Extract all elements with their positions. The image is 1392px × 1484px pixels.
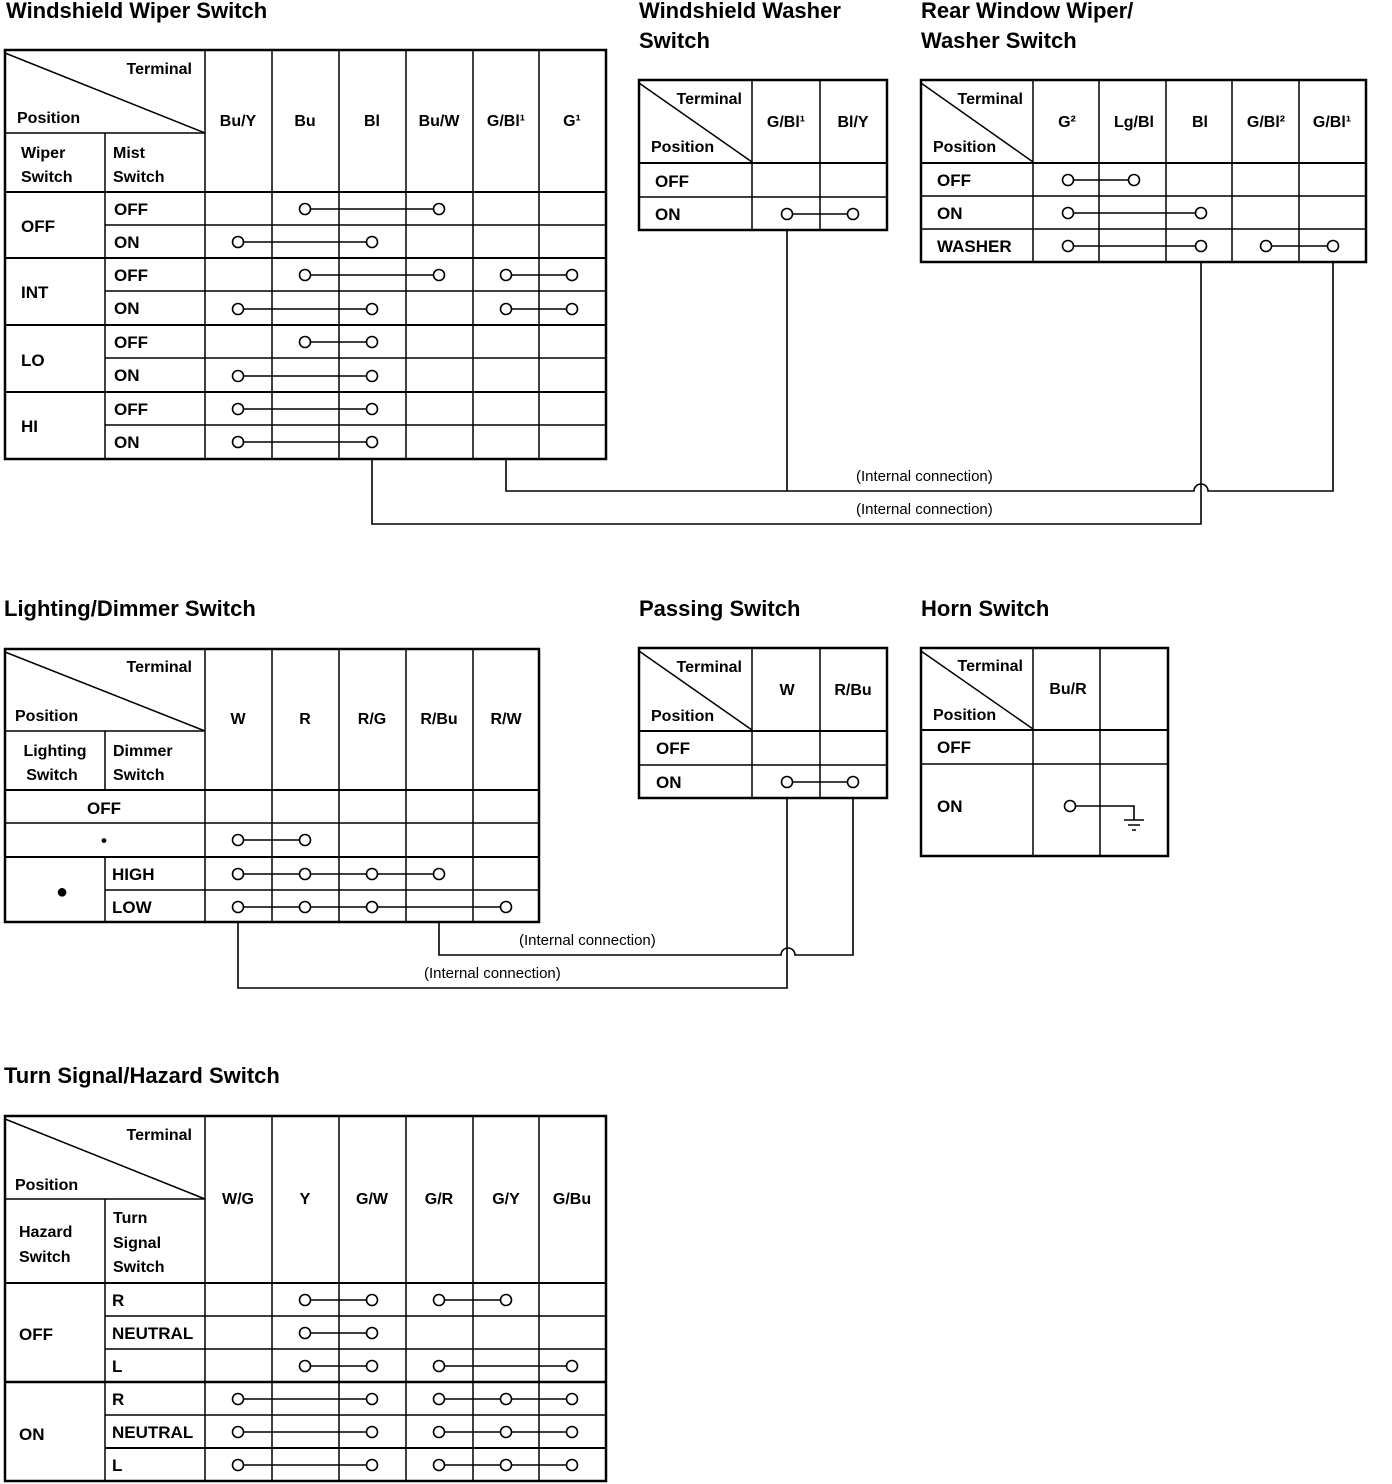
- wiper-row-4-terminal-2-contact: [367, 337, 378, 348]
- rear-title-line2: Washer Switch: [921, 28, 1077, 53]
- turn-terminal-0: W/G: [222, 1191, 254, 1208]
- passing-terminal-label: Terminal: [676, 659, 742, 676]
- lighting-position-label: Position: [15, 708, 79, 725]
- turn-row-1-position: NEUTRAL: [112, 1324, 194, 1343]
- wiper-terminal-label: Terminal: [126, 61, 192, 78]
- turn-row-3-terminal-2-contact: [367, 1394, 378, 1405]
- wiper-switch-section: [5, 0, 606, 459]
- washer-position-label: Position: [651, 139, 715, 156]
- lighting-terminal-0: W: [230, 711, 246, 728]
- turn-row-0-position: R: [112, 1291, 125, 1310]
- wiper-group-off: OFF: [21, 217, 55, 236]
- connection-w-wire: [238, 798, 787, 988]
- washer-switch-section: [639, 0, 887, 230]
- turn-row-4-terminal-5-contact: [567, 1427, 578, 1438]
- passing-position-label: Position: [651, 708, 715, 725]
- wiper-row-0-position: OFF: [114, 200, 148, 219]
- turn-row-2-terminal-5-contact: [567, 1361, 578, 1372]
- rear-row-2-terminal-3-contact: [1261, 241, 1272, 252]
- wiper-group-int: INT: [21, 283, 49, 302]
- lighting-row-2-position: HIGH: [112, 865, 155, 884]
- turn-row-4-terminal-2-contact: [367, 1427, 378, 1438]
- turn-row-5-terminal-3-contact: [434, 1460, 445, 1471]
- lighting-terminal-label: Terminal: [126, 659, 192, 676]
- rear-row-2-terminal-0-contact: [1063, 241, 1074, 252]
- horn-row-0-position: OFF: [937, 738, 971, 757]
- passing-terminal-1: R/Bu: [834, 682, 872, 699]
- wiper-group-lo: LO: [21, 351, 45, 370]
- lighting-row-1-terminal-0-contact: [233, 835, 244, 846]
- connection-gbl1-wire: [506, 230, 1333, 491]
- lighting-switch-section: [4, 596, 539, 922]
- rear-row-2-terminal-4-contact: [1328, 241, 1339, 252]
- passing-row-1-terminal-0-contact: [782, 777, 793, 788]
- turn-row-2-terminal-1-contact: [300, 1361, 311, 1372]
- lighting-row-2-terminal-1-contact: [300, 869, 311, 880]
- turn-row-5-terminal-2-contact: [367, 1460, 378, 1471]
- turn-terminal-1: Y: [299, 1191, 311, 1208]
- horn-row-1-position: ON: [937, 797, 963, 816]
- rear-terminal-2: Bl: [1192, 114, 1208, 131]
- wiper-row-3-terminal-4-contact: [501, 304, 512, 315]
- washer-terminal-label: Terminal: [676, 91, 742, 108]
- passing-terminal-0: W: [779, 682, 795, 699]
- wiper-subcol2-line2: Switch: [113, 169, 165, 186]
- rear-row-0-position: OFF: [937, 171, 971, 190]
- turn-row-4-terminal-4-contact: [501, 1427, 512, 1438]
- turn-subcol1-line1: Hazard: [19, 1224, 73, 1241]
- passing-row-1-position: ON: [656, 773, 682, 792]
- lighting-row-3-position: LOW: [112, 898, 152, 917]
- turn-row-1-terminal-1-contact: [300, 1328, 311, 1339]
- lighting-row-3-terminal-4-contact: [501, 902, 512, 913]
- wiper-row-6-position: OFF: [114, 400, 148, 419]
- wiper-terminal-5: G¹: [563, 113, 581, 130]
- turn-terminal-4: G/Y: [492, 1191, 520, 1208]
- wiper-row-3-terminal-2-contact: [367, 304, 378, 315]
- washer-title-line2: Switch: [639, 28, 710, 53]
- washer-row-1-terminal-1-contact: [848, 209, 859, 220]
- turn-row-2-terminal-3-contact: [434, 1361, 445, 1372]
- wiper-connection-label-2: (Internal connection): [856, 501, 993, 518]
- turn-row-3-terminal-5-contact: [567, 1394, 578, 1405]
- wiper-row-5-position: ON: [114, 366, 140, 385]
- washer-row-1-position: ON: [655, 205, 681, 224]
- lighting-group-on: ●: [55, 881, 69, 903]
- wiper-row-1-position: ON: [114, 233, 140, 252]
- wiper-row-4-terminal-1-contact: [300, 337, 311, 348]
- lighting-terminal-4: R/W: [490, 711, 522, 728]
- rear-row-2-position: WASHER: [937, 237, 1012, 256]
- wiper-row-3-terminal-0-contact: [233, 304, 244, 315]
- wiper-row-2-terminal-4-contact: [501, 270, 512, 281]
- lighting-grid: [5, 649, 539, 922]
- washer-row-0-position: OFF: [655, 172, 689, 191]
- wiper-subcol2-line1: Mist: [113, 145, 145, 162]
- wiper-internal-connections: [372, 230, 1333, 524]
- rear-row-2-terminal-2-contact: [1196, 241, 1207, 252]
- turn-row-0-terminal-1-contact: [300, 1295, 311, 1306]
- turn-terminal-2: G/W: [356, 1191, 388, 1208]
- wiper-subcol1-line1: Wiper: [21, 145, 66, 162]
- rear-title-line1: Rear Window Wiper/: [921, 0, 1134, 23]
- wiper-row-1-terminal-2-contact: [367, 237, 378, 248]
- wiper-row-2-terminal-3-contact: [434, 270, 445, 281]
- turn-row-3-terminal-4-contact: [501, 1394, 512, 1405]
- wiper-terminal-2: Bl: [364, 113, 380, 130]
- turn-row-2-position: L: [112, 1357, 123, 1376]
- horn-position-label: Position: [933, 707, 997, 724]
- washer-title-line1: Windshield Washer: [639, 0, 841, 23]
- rear-row-1-terminal-2-contact: [1196, 208, 1207, 219]
- horn-title: Horn Switch: [921, 596, 1050, 621]
- turn-row-3-terminal-3-contact: [434, 1394, 445, 1405]
- passing-title: Passing Switch: [639, 596, 801, 621]
- lighting-row-2-terminal-0-contact: [233, 869, 244, 880]
- wiper-terminal-4: G/Bl¹: [486, 113, 526, 130]
- lighting-title: Lighting/Dimmer Switch: [4, 596, 256, 621]
- lighting-row-3-terminal-2-contact: [367, 902, 378, 913]
- lighting-subcol1-line1: Lighting: [23, 743, 87, 760]
- passing-row-0-position: OFF: [656, 739, 690, 758]
- turn-subcol1-line2: Switch: [19, 1249, 71, 1266]
- lighting-row-1-position: •: [101, 831, 107, 850]
- rear-terminal-label: Terminal: [957, 91, 1023, 108]
- wiper-row-3-terminal-5-contact: [567, 304, 578, 315]
- turn-row-1-terminal-2-contact: [367, 1328, 378, 1339]
- wiper-terminal-1: Bu: [294, 113, 316, 130]
- washer-terminal-1: Bl/Y: [837, 114, 869, 131]
- turn-row-3-position: R: [112, 1390, 125, 1409]
- horn-continuity-marks: [1065, 801, 1145, 831]
- wiper-row-5-terminal-0-contact: [233, 371, 244, 382]
- turn-group-on: ON: [19, 1425, 45, 1444]
- wiper-row-7-position: ON: [114, 433, 140, 452]
- lighting-connection-label-1: (Internal connection): [519, 932, 656, 949]
- turn-row-4-terminal-0-contact: [233, 1427, 244, 1438]
- wiper-row-2-position: OFF: [114, 266, 148, 285]
- passing-switch-section: [639, 596, 887, 798]
- wiper-title: Windshield Wiper Switch: [6, 0, 268, 23]
- rear-terminal-0: G²: [1058, 114, 1076, 131]
- rear-terminal-3: G/Bl²: [1246, 114, 1286, 131]
- turn-row-0-terminal-4-contact: [501, 1295, 512, 1306]
- wiper-subcol1-line2: Switch: [21, 169, 73, 186]
- turn-row-2-terminal-2-contact: [367, 1361, 378, 1372]
- wiper-row-4-position: OFF: [114, 333, 148, 352]
- turn-row-4-terminal-3-contact: [434, 1427, 445, 1438]
- lighting-subcol1-line2: Switch: [26, 767, 78, 784]
- wiper-row-0-terminal-3-contact: [434, 204, 445, 215]
- wiper-terminal-0: Bu/Y: [219, 113, 257, 130]
- horn-row-1-terminal-0-contact: [1065, 801, 1076, 812]
- turn-subcol2-line1: Turn: [113, 1210, 148, 1227]
- rear-terminal-1: Lg/Bl: [1114, 114, 1154, 131]
- turn-row-0-terminal-2-contact: [367, 1295, 378, 1306]
- turn-row-5-terminal-4-contact: [501, 1460, 512, 1471]
- wiper-row-2-terminal-1-contact: [300, 270, 311, 281]
- wiper-row-5-terminal-2-contact: [367, 371, 378, 382]
- wiper-row-2-terminal-5-contact: [567, 270, 578, 281]
- turn-switch-section: [4, 1063, 606, 1481]
- wiper-row-0-terminal-1-contact: [300, 204, 311, 215]
- turn-title: Turn Signal/Hazard Switch: [4, 1063, 280, 1088]
- lighting-internal-connections: [238, 798, 853, 988]
- horn-terminal-0: Bu/R: [1049, 681, 1087, 698]
- wiper-row-3-position: ON: [114, 299, 140, 318]
- passing-row-1-terminal-1-contact: [848, 777, 859, 788]
- turn-group-off: OFF: [19, 1325, 53, 1344]
- horn-terminal-label: Terminal: [957, 658, 1023, 675]
- rear-position-label: Position: [933, 139, 997, 156]
- rear-terminal-4: G/Bl¹: [1312, 114, 1352, 131]
- wiper-connection-label-1: (Internal connection): [856, 468, 993, 485]
- rear-row-1-position: ON: [937, 204, 963, 223]
- wiper-group-hi: HI: [21, 417, 38, 436]
- lighting-terminal-2: R/G: [357, 711, 387, 728]
- turn-terminal-label: Terminal: [126, 1127, 192, 1144]
- washer-terminal-0: G/Bl¹: [766, 114, 806, 131]
- turn-subcol2-line3: Switch: [113, 1259, 165, 1276]
- ground-icon: [1124, 820, 1144, 830]
- lighting-row-0-position: OFF: [87, 799, 121, 818]
- wiper-row-6-terminal-0-contact: [233, 404, 244, 415]
- wiper-position-label: Position: [17, 110, 81, 127]
- turn-subcol2-line2: Signal: [113, 1235, 162, 1252]
- horn-switch-section: [921, 596, 1168, 856]
- rear-row-0-terminal-1-contact: [1129, 175, 1140, 186]
- wiper-terminal-3: Bu/W: [418, 113, 460, 130]
- turn-terminal-5: G/Bu: [552, 1191, 592, 1208]
- rear-switch-section: [921, 0, 1366, 262]
- rear-continuity-marks: [1063, 175, 1339, 252]
- lighting-continuity-marks: [233, 835, 512, 913]
- turn-row-3-terminal-0-contact: [233, 1394, 244, 1405]
- lighting-terminal-1: R: [299, 711, 311, 728]
- lighting-connection-label-2: (Internal connection): [424, 965, 561, 982]
- lighting-row-3-terminal-1-contact: [300, 902, 311, 913]
- turn-position-label: Position: [15, 1177, 79, 1194]
- turn-row-5-terminal-0-contact: [233, 1460, 244, 1471]
- rear-row-0-terminal-0-contact: [1063, 175, 1074, 186]
- turn-row-0-terminal-3-contact: [434, 1295, 445, 1306]
- wiper-row-7-terminal-2-contact: [367, 437, 378, 448]
- washer-row-1-terminal-0-contact: [782, 209, 793, 220]
- turn-row-5-position: L: [112, 1456, 123, 1475]
- lighting-terminal-3: R/Bu: [420, 711, 458, 728]
- lighting-row-1-terminal-1-contact: [300, 835, 311, 846]
- wiper-row-1-terminal-0-contact: [233, 237, 244, 248]
- horn-row-1-ground-wire: [1070, 806, 1134, 820]
- turn-row-4-position: NEUTRAL: [112, 1423, 194, 1442]
- turn-terminal-3: G/R: [424, 1191, 454, 1208]
- lighting-row-2-terminal-3-contact: [434, 869, 445, 880]
- lighting-row-2-terminal-2-contact: [367, 869, 378, 880]
- wiper-grid: [5, 50, 606, 459]
- wiper-row-7-terminal-0-contact: [233, 437, 244, 448]
- lighting-subcol2-line2: Switch: [113, 767, 165, 784]
- wiper-row-6-terminal-2-contact: [367, 404, 378, 415]
- rear-row-1-terminal-0-contact: [1063, 208, 1074, 219]
- lighting-subcol2-line1: Dimmer: [113, 743, 173, 760]
- lighting-row-3-terminal-0-contact: [233, 902, 244, 913]
- turn-row-5-terminal-5-contact: [567, 1460, 578, 1471]
